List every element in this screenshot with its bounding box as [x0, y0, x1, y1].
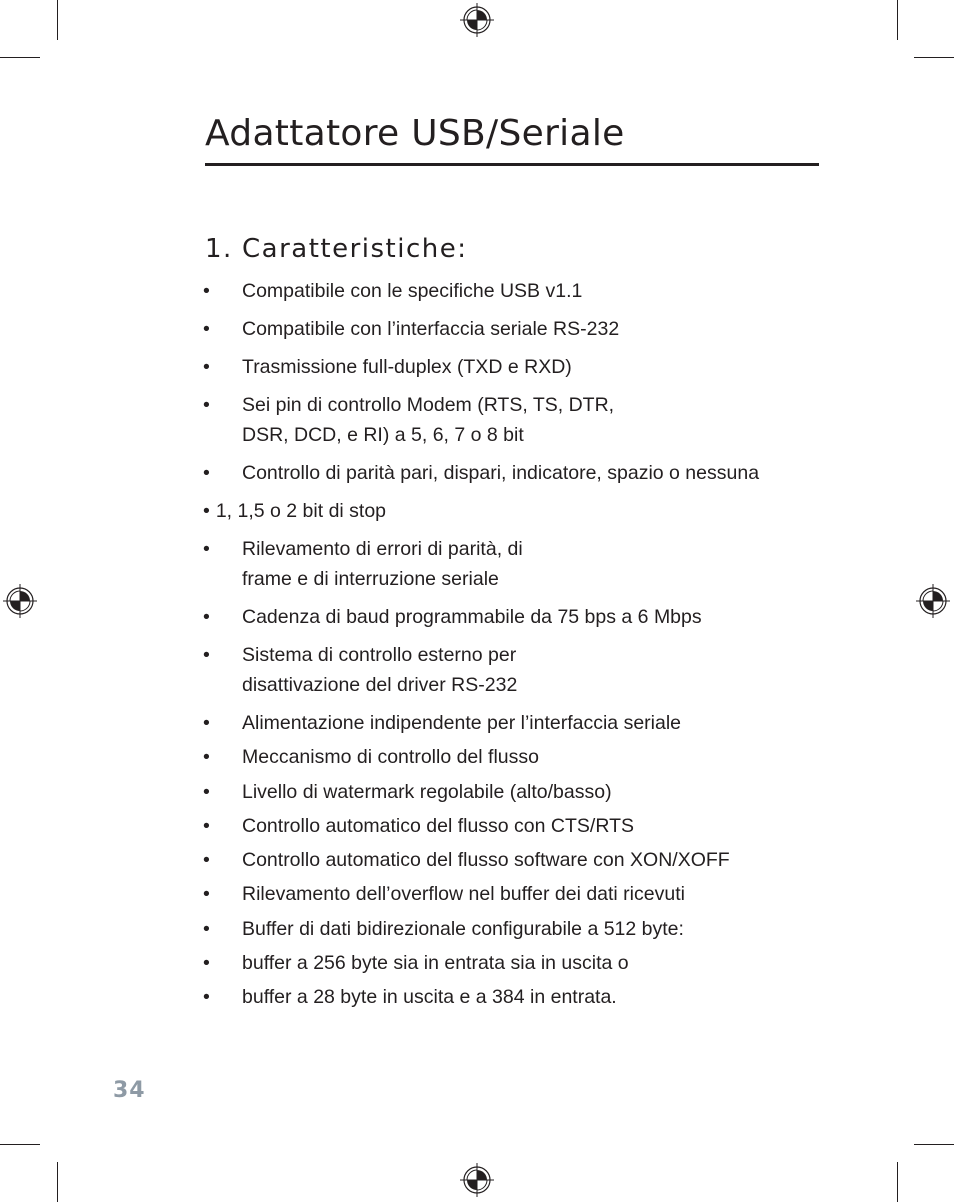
bullet-icon: •: [203, 918, 210, 940]
list-item-text: Compatibile con l’interfaccia seriale RS-232: [242, 318, 620, 340]
list-item-text: buffer a 28 byte in uscita e a 384 in entrata.: [242, 986, 617, 1008]
registration-mark-icon: [460, 3, 494, 37]
bullet-icon: •: [203, 500, 210, 522]
list-item: [203, 534, 843, 594]
bullet-icon: •: [203, 986, 210, 1008]
list-item-text: buffer a 256 byte sia in entrata sia in uscita o: [242, 952, 629, 974]
bullet-icon: •: [203, 781, 210, 803]
bullet-icon: •: [203, 606, 210, 628]
bullet-icon: •: [203, 712, 210, 734]
bullet-icon: •: [203, 538, 210, 560]
crop-mark-top-left: [57, 0, 58, 40]
crop-mark-top-right: [914, 57, 954, 58]
bullet-icon: •: [203, 280, 210, 302]
crop-mark-bottom-right: [914, 1144, 954, 1145]
list-item-text: Trasmissione full-duplex (TXD e RXD): [242, 356, 572, 378]
crop-mark-bottom-right: [897, 1162, 898, 1202]
section-heading-text: Caratteristiche:: [242, 234, 468, 264]
list-item-text-continuation: DSR, DCD, e RI) a 5, 6, 7 o 8 bit: [242, 424, 524, 446]
bullet-icon: •: [203, 746, 210, 768]
bullet-icon: •: [203, 394, 210, 416]
list-item-text: Sistema di controllo esterno per: [242, 644, 517, 666]
crop-mark-bottom-left: [0, 1144, 40, 1145]
list-item-text: Sei pin di controllo Modem (RTS, TS, DTR,: [242, 394, 615, 416]
bullet-icon: •: [203, 462, 210, 484]
list-item-text: Rilevamento dell’overflow nel buffer dei dati ricevuti: [242, 883, 685, 905]
bullet-icon: •: [203, 952, 210, 974]
section-number: 1.: [205, 234, 233, 264]
list-item-text: Buffer di dati bidirezionale configurabile a 512 byte:: [242, 918, 684, 940]
list-item-text: Livello di watermark regolabile (alto/basso): [242, 781, 612, 803]
list-item-text-continuation: disattivazione del driver RS-232: [242, 674, 518, 696]
list-item-text: Cadenza di baud programmabile da 75 bps a 6 Mbps: [242, 606, 702, 628]
bullet-icon: •: [203, 815, 210, 837]
list-item-text: Compatibile con le specifiche USB v1.1: [242, 280, 583, 302]
registration-mark-icon: [460, 1163, 494, 1197]
list-item-text: Controllo automatico del flusso con CTS/RTS: [242, 815, 634, 837]
bullet-icon: •: [203, 883, 210, 905]
list-item: [203, 496, 843, 526]
page-number: 34: [113, 1078, 146, 1103]
page-title: Adattatore USB/Seriale: [205, 113, 625, 154]
section-heading: [205, 232, 468, 266]
bullet-icon: •: [203, 318, 210, 340]
list-item-text: Alimentazione indipendente per l’interfaccia seriale: [242, 712, 682, 734]
list-item-text: Controllo di parità pari, dispari, indicatore, spazio o nessuna: [242, 462, 760, 484]
registration-mark-icon: [916, 584, 950, 618]
crop-mark-top-left: [0, 57, 40, 58]
list-item: [203, 640, 843, 700]
list-item: [203, 390, 843, 450]
registration-mark-icon: [3, 584, 37, 618]
bullet-icon: •: [203, 356, 210, 378]
title-divider: [205, 163, 819, 166]
list-item-text: Rilevamento di errori di parità, di: [242, 538, 523, 560]
list-item-text: Meccanismo di controllo del flusso: [242, 746, 539, 768]
crop-mark-bottom-left: [57, 1162, 58, 1202]
list-item-text-continuation: frame e di interruzione seriale: [242, 568, 499, 590]
list-item-text: Controllo automatico del flusso software con XON/XOFF: [242, 849, 730, 871]
bullet-icon: •: [203, 644, 210, 666]
list-item-text: 1, 1,5 o 2 bit di stop: [215, 500, 387, 522]
bullet-icon: •: [203, 849, 210, 871]
crop-mark-top-right: [897, 0, 898, 40]
